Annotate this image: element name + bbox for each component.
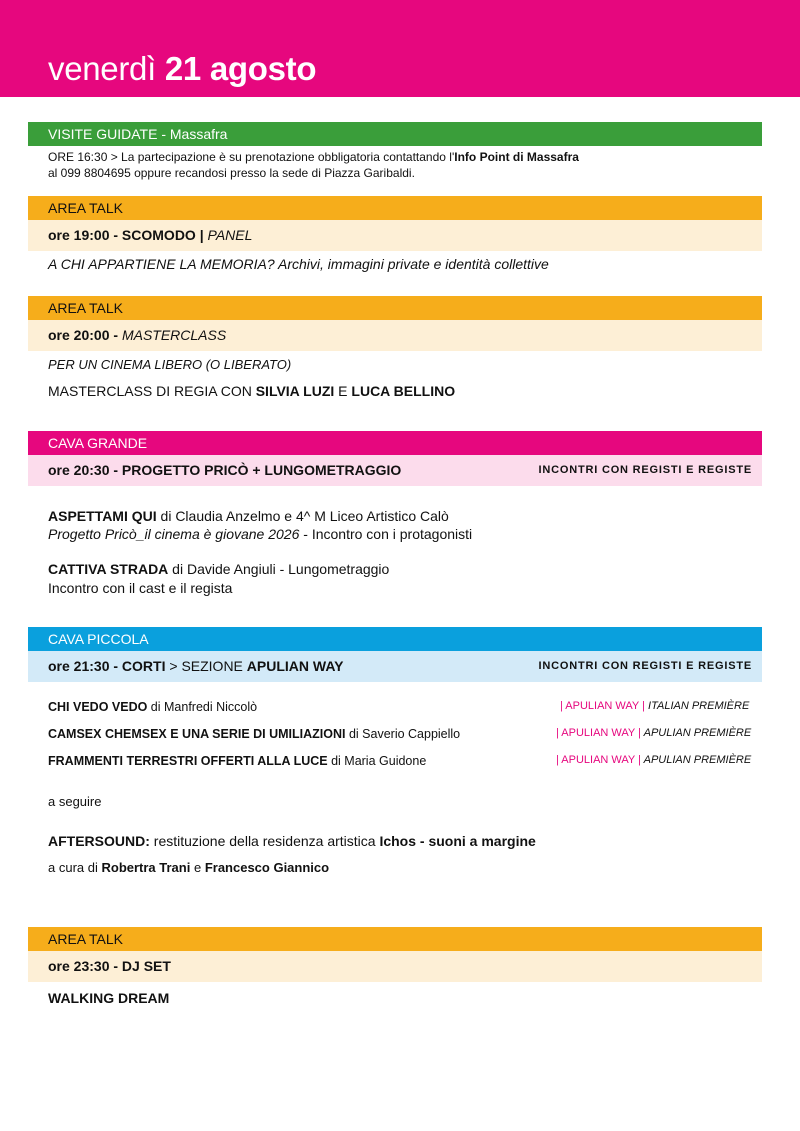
event-time-row: ore 23:30 - DJ SET xyxy=(28,951,762,982)
film-tag: | APULIAN WAY | APULIAN PREMIÈRE xyxy=(556,727,752,739)
film-row: CHI VEDO VEDO di Manfredi Niccolò xyxy=(48,700,258,714)
event-title: PER UN CINEMA LIBERO (O LIBERATO) xyxy=(48,357,292,372)
event-tag: INCONTRI CON REGISTI E REGISTE xyxy=(538,660,752,672)
section-band-visite-guidate: VISITE GUIDATE - Massafra xyxy=(28,122,762,146)
event-time-row: ore 19:00 - SCOMODO | PANEL xyxy=(28,220,762,251)
event-time-row: ore 20:00 - MASTERCLASS xyxy=(28,320,762,351)
event-title: WALKING DREAM xyxy=(48,990,170,1006)
film-row: FRAMMENTI TERRESTRI OFFERTI ALLA LUCE di Maria Guidone xyxy=(48,754,427,768)
event-description: MASTERCLASS DI REGIA CON SILVIA LUZI E LUCA BELLINO xyxy=(48,383,456,399)
event-time-row: ore 20:30 - PROGETTO PRICÒ + LUNGOMETRAGGIO INCONTRI CON REGISTI E REGISTE xyxy=(28,455,762,486)
page-header xyxy=(0,0,800,97)
film-subtitle: Progetto Pricò_il cinema è giovane 2026 - Incontro con i protagonisti xyxy=(48,526,473,542)
film-row: CAMSEX CHEMSEX E UNA SERIE DI UMILIAZIONI di Saverio Cappiello xyxy=(48,727,461,741)
film-subtitle: Incontro con il cast e il regista xyxy=(48,580,233,596)
aftersound-credits: a cura di Robertra Trani e Francesco Giannico xyxy=(48,860,330,875)
event-title: A CHI APPARTIENE LA MEMORIA? Archivi, immagini private e identità collettive xyxy=(48,256,549,272)
page-title: venerdì 21 agosto xyxy=(48,50,317,87)
section-band-area-talk: AREA TALK xyxy=(28,296,762,320)
film-tag: | APULIAN WAY | ITALIAN PREMIÈRE xyxy=(560,700,750,712)
aftersound-line: AFTERSOUND: restituzione della residenza artistica Ichos - suoni a margine xyxy=(48,833,536,849)
section-band-cava-piccola: CAVA PICCOLA xyxy=(28,627,762,651)
event-tag: INCONTRI CON REGISTI E REGISTE xyxy=(538,464,752,476)
film-title: CATTIVA STRADA di Davide Angiuli - Lungometraggio xyxy=(48,561,390,577)
film-title: ASPETTAMI QUI di Claudia Anzelmo e 4^ M Liceo Artistico Calò xyxy=(48,508,449,524)
event-time-row: ore 21:30 - CORTI > SEZIONE APULIAN WAY INCONTRI CON REGISTI E REGISTE xyxy=(28,651,762,682)
visite-info-line-2: al 099 8804695 oppure recandosi presso la sede di Piazza Garibaldi. xyxy=(48,166,415,180)
a-seguire-label: a seguire xyxy=(48,794,102,809)
section-band-area-talk: AREA TALK xyxy=(28,196,762,220)
film-tag: | APULIAN WAY | APULIAN PREMIÈRE xyxy=(556,754,752,766)
visite-info-line-1: ORE 16:30 > La partecipazione è su prenotazione obbligatoria contattando l'Info Point di Massafra xyxy=(48,150,579,164)
section-band-area-talk: AREA TALK xyxy=(28,927,762,951)
section-band-cava-grande: CAVA GRANDE xyxy=(28,431,762,455)
